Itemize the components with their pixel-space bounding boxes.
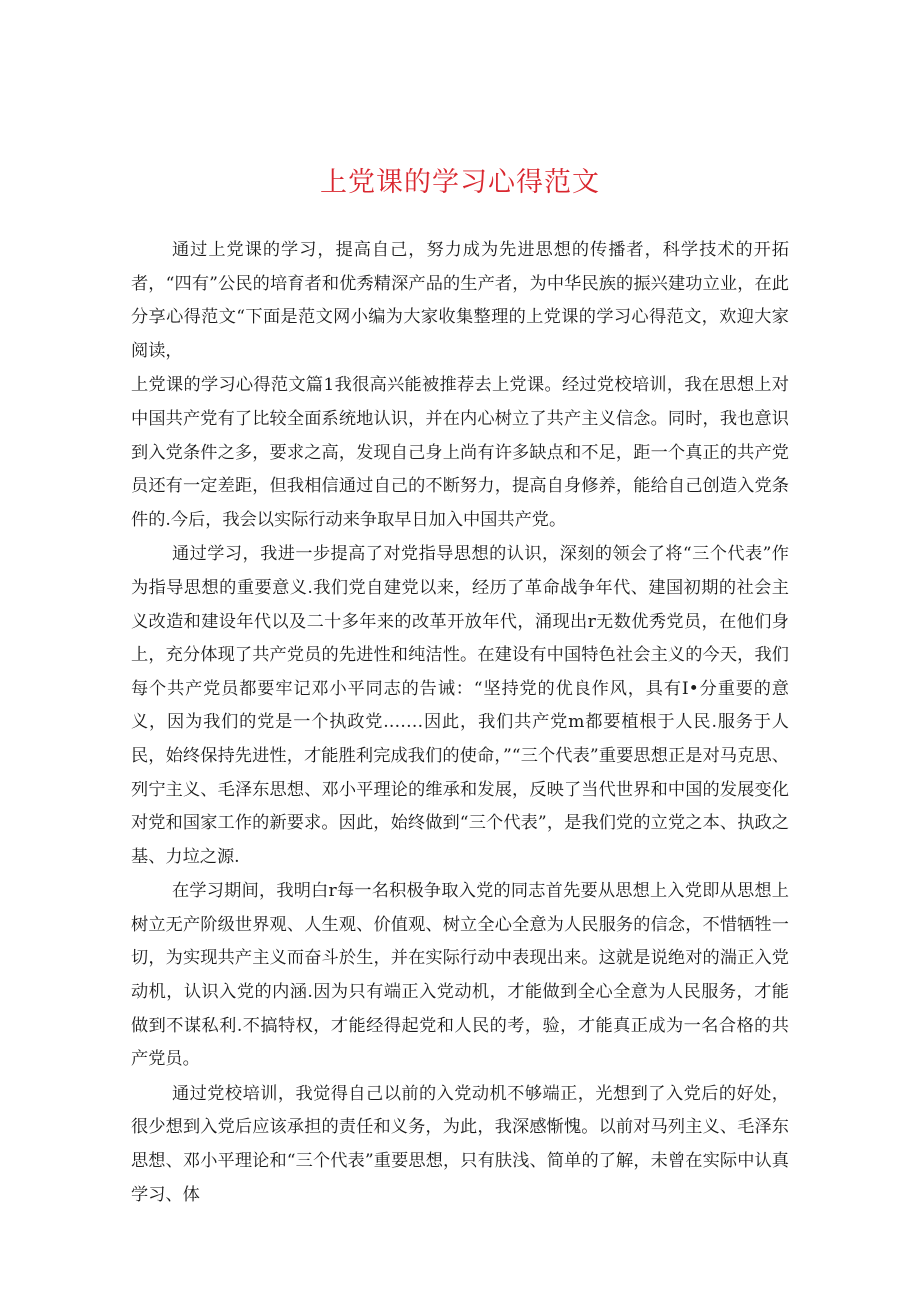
paragraph-guiding-thought: 通过学习，我进一步提高了对党指导思想的认识，深刻的领会了将“三个代表”作为指导思想的重要意义.我们党自建党以来，经历了革命战争年代、建国初期的社会主义改造和建设年代以及二十多年来的改革开放年代，涌现出r无数优秀党员，在他们身上，充分体现了共产党员的先进性和纯洁性。在建设有中国特色社会主义的今天，我们每个共产党员都要牢记邓小平同志的告诫：“坚持党的优良作风，具有I•分重要的意义，因为我们的党是一个执政党.……因此，我们共产党m都要植根于人民.服务于人民，始终保持先进性，才能胜利完成我们的使命，”“三个代表”重要思想正是对马克思、列宁主义、毛泽东思想、邓小平理论的维承和发展，反映了当代世界和中国的发展变化对党和国家工作的新要求。因此，始终做到“三个代表”，是我们党的立党之本、执政之基、力垃之源.	[131, 544, 789, 867]
paragraph-study-period: 在学习期间，我明白r每一名积极争取入党的同志首先要从思想上入党即从思想上树立无产阶级世界观、人生观、价值观、树立全心全意为人民服务的信念，不惜牺牲一切，为实现共产主义而奋斗於生，并在实际行动中表现出来。这就是说绝对的湍正入党动机，认识入党的内涵.因为只有端正入党动机，才能做到全心全意为人民服务，才能做到不谋私利.不搞特权，才能经得起党和人民的考，验，才能真正成为一名合格的共产党员。	[131, 881, 789, 1070]
paragraph-party-school-training: 通过党校培训，我觉得自己以前的入党动机不够端正，光想到了入党后的好处，很少想到入党后应该承担的责任和义务，为此，我深感惭愧。以前对马列主义、毛泽东思想、邓小平理论和“三个代表”重要思想，只有肤浅、简单的了解，未曾在实际中认真学习、体	[131, 1083, 789, 1205]
document-body	[131, 234, 789, 1213]
paragraph-intro: 通过上党课的学习，提高自己，努力成为先进思想的传播者，科学技术的开拓者，“四有”公民的培育者和优秀精深产品的生产者，为中华民族的振兴建功立业，在此分享心得范文“下面是范文网小编为大家收集整理的上党课的学习心得范文，欢迎大家阅读，	[131, 240, 789, 361]
paragraph-essay-1-opening: 上党课的学习心得范文篇1我很高兴能被推荐去上党课。经过党校培训，我在思想上对中国共产党有了比较全面系统地认识，并在内心树立了共产主义信念。同时，我也意识到入党条件之多，要求之高，发现自己身上尚有许多缺点和不足，距一个真正的共产党员还有一定差距，但我相信通过自己的不断努力，提高自身修养，能给自己创造入党条件的.今后，我会以实际行动来争取早日加入中国共产党。	[131, 375, 789, 530]
document-title: 上党课的学习心得范文	[320, 167, 600, 198]
